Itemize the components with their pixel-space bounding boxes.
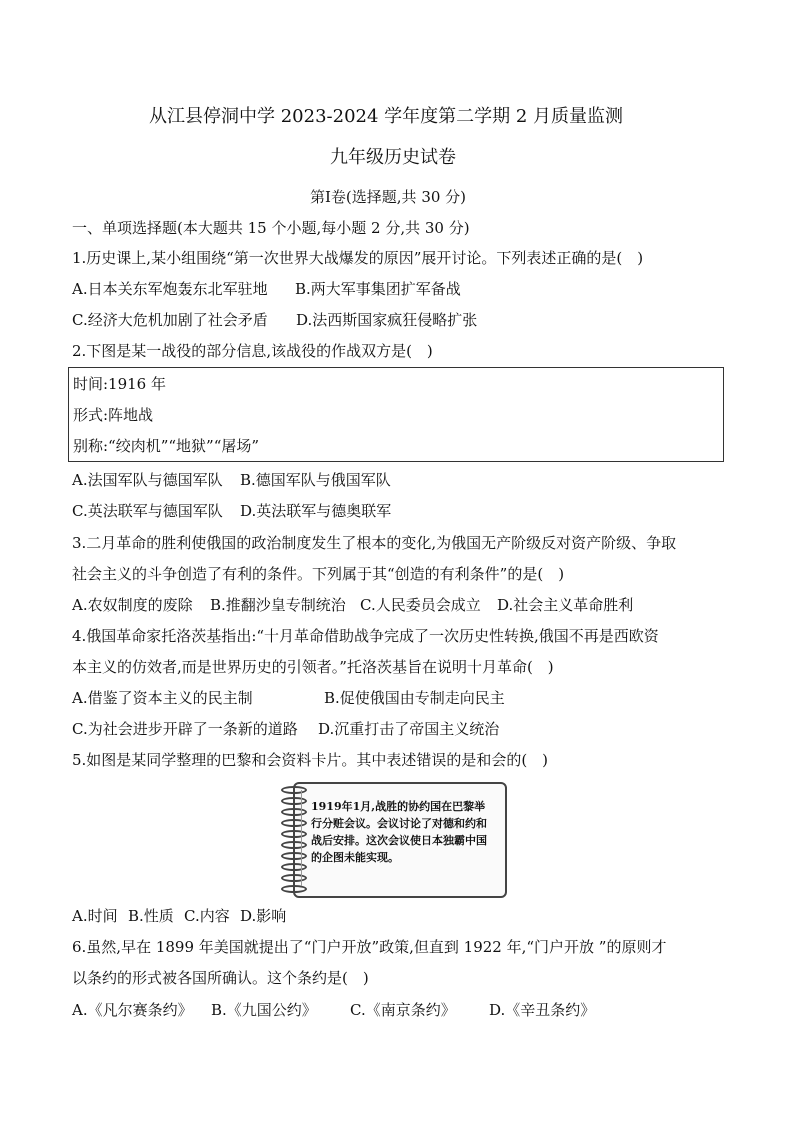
question-6-stem-line1: 6.虽然,早在 1899 年美国就提出了“门户开放”政策,但直到 1922 年,“门户开放 ”的原则才 [72,938,667,956]
q4-option-c[interactable]: C.为社会进步开辟了一条新的道路 [72,720,298,738]
q5-option-a[interactable]: A.时间 [72,907,118,925]
question-4-stem-line2: 本主义的仿效者,而是世界历史的引领者。”托洛茨基旨在说明十月革命( ) [72,658,554,676]
q3-option-c[interactable]: C.人民委员会成立 [360,596,481,614]
q6-option-d[interactable]: D.《辛丑条约》 [489,1001,596,1019]
q3-option-d[interactable]: D.社会主义革命胜利 [497,596,634,614]
q2-option-a[interactable]: A.法国军队与德国军队 [72,471,223,489]
q6-option-a[interactable]: A.《凡尔赛条约》 [72,1001,193,1019]
q2-option-b[interactable]: B.德国军队与俄国军队 [240,471,391,489]
q1-option-b[interactable]: B.两大军事集团扩军备战 [295,280,461,298]
question-1-stem: 1.历史课上,某小组围绕“第一次世界大战爆发的原因”展开讨论。下列表述正确的是( ) [72,249,644,267]
question-6-stem-line2: 以条约的形式被各国所确认。这个条约是( ) [72,969,369,987]
question-3-stem-line2: 社会主义的斗争创造了有利的条件。下列属于其“创造的有利条件”的是( ) [72,565,565,583]
spiral-binding-icon [281,885,307,893]
q2-option-d[interactable]: D.英法联军与德奥联军 [240,502,392,520]
q3-option-b[interactable]: B.推翻沙皇专制统治 [210,596,346,614]
q2-option-c[interactable]: C.英法联军与德国军队 [72,502,223,520]
q4-option-b[interactable]: B.促使俄国由专制走向民主 [324,689,505,707]
q6-option-b[interactable]: B.《九国公约》 [211,1001,317,1019]
q3-option-a[interactable]: A.农奴制度的废除 [72,596,193,614]
question-4-stem-line1: 4.俄国革命家托洛茨基指出:“十月革命借助战争完成了一次历史性转换,俄国不再是西欧资 [72,627,659,645]
question-5-stem: 5.如图是某同学整理的巴黎和会资料卡片。其中表述错误的是和会的( ) [72,751,549,769]
volume-heading: 第Ⅰ卷(选择题,共 30 分) [310,188,467,206]
battle-info-box [68,367,724,462]
q5-option-d[interactable]: D.影响 [240,907,287,925]
card-text: 1919年1月,战胜的协约国在巴黎举行分赃会议。会议讨论了对德和约和战后安排。这次会议使日本独霸中国的企图未能实现。 [311,800,487,864]
question-3-stem-line1: 3.二月革命的胜利使俄国的政治制度发生了根本的变化,为俄国无产阶级反对资产阶级、争取 [72,534,677,552]
q4-option-d[interactable]: D.沉重打击了帝国主义统治 [318,720,500,738]
paris-conference-card [279,778,507,899]
battle-info-form: 形式:阵地战 [73,406,154,424]
q5-option-c[interactable]: C.内容 [184,907,230,925]
battle-info-alias: 别称:“绞肉机”“地狱”“屠场” [73,437,260,455]
page-subtitle: 九年级历史试卷 [330,147,456,168]
q1-option-a[interactable]: A.日本关东军炮轰东北军驻地 [72,280,268,298]
section-heading: 一、单项选择题(本大题共 15 个小题,每小题 2 分,共 30 分) [72,219,470,237]
q6-option-c[interactable]: C.《南京条约》 [350,1001,456,1019]
battle-info-time: 时间:1916 年 [73,375,166,393]
page-title: 从江县停洞中学 2023-2024 学年度第二学期 2 月质量监测 [149,106,624,127]
q4-option-a[interactable]: A.借鉴了资本主义的民主制 [72,689,253,707]
question-2-stem: 2.下图是某一战役的部分信息,该战役的作战双方是( ) [72,342,433,360]
q5-option-b[interactable]: B.性质 [128,907,174,925]
q1-option-c[interactable]: C.经济大危机加剧了社会矛盾 [72,311,268,329]
q1-option-d[interactable]: D.法西斯国家疯狂侵略扩张 [296,311,478,329]
